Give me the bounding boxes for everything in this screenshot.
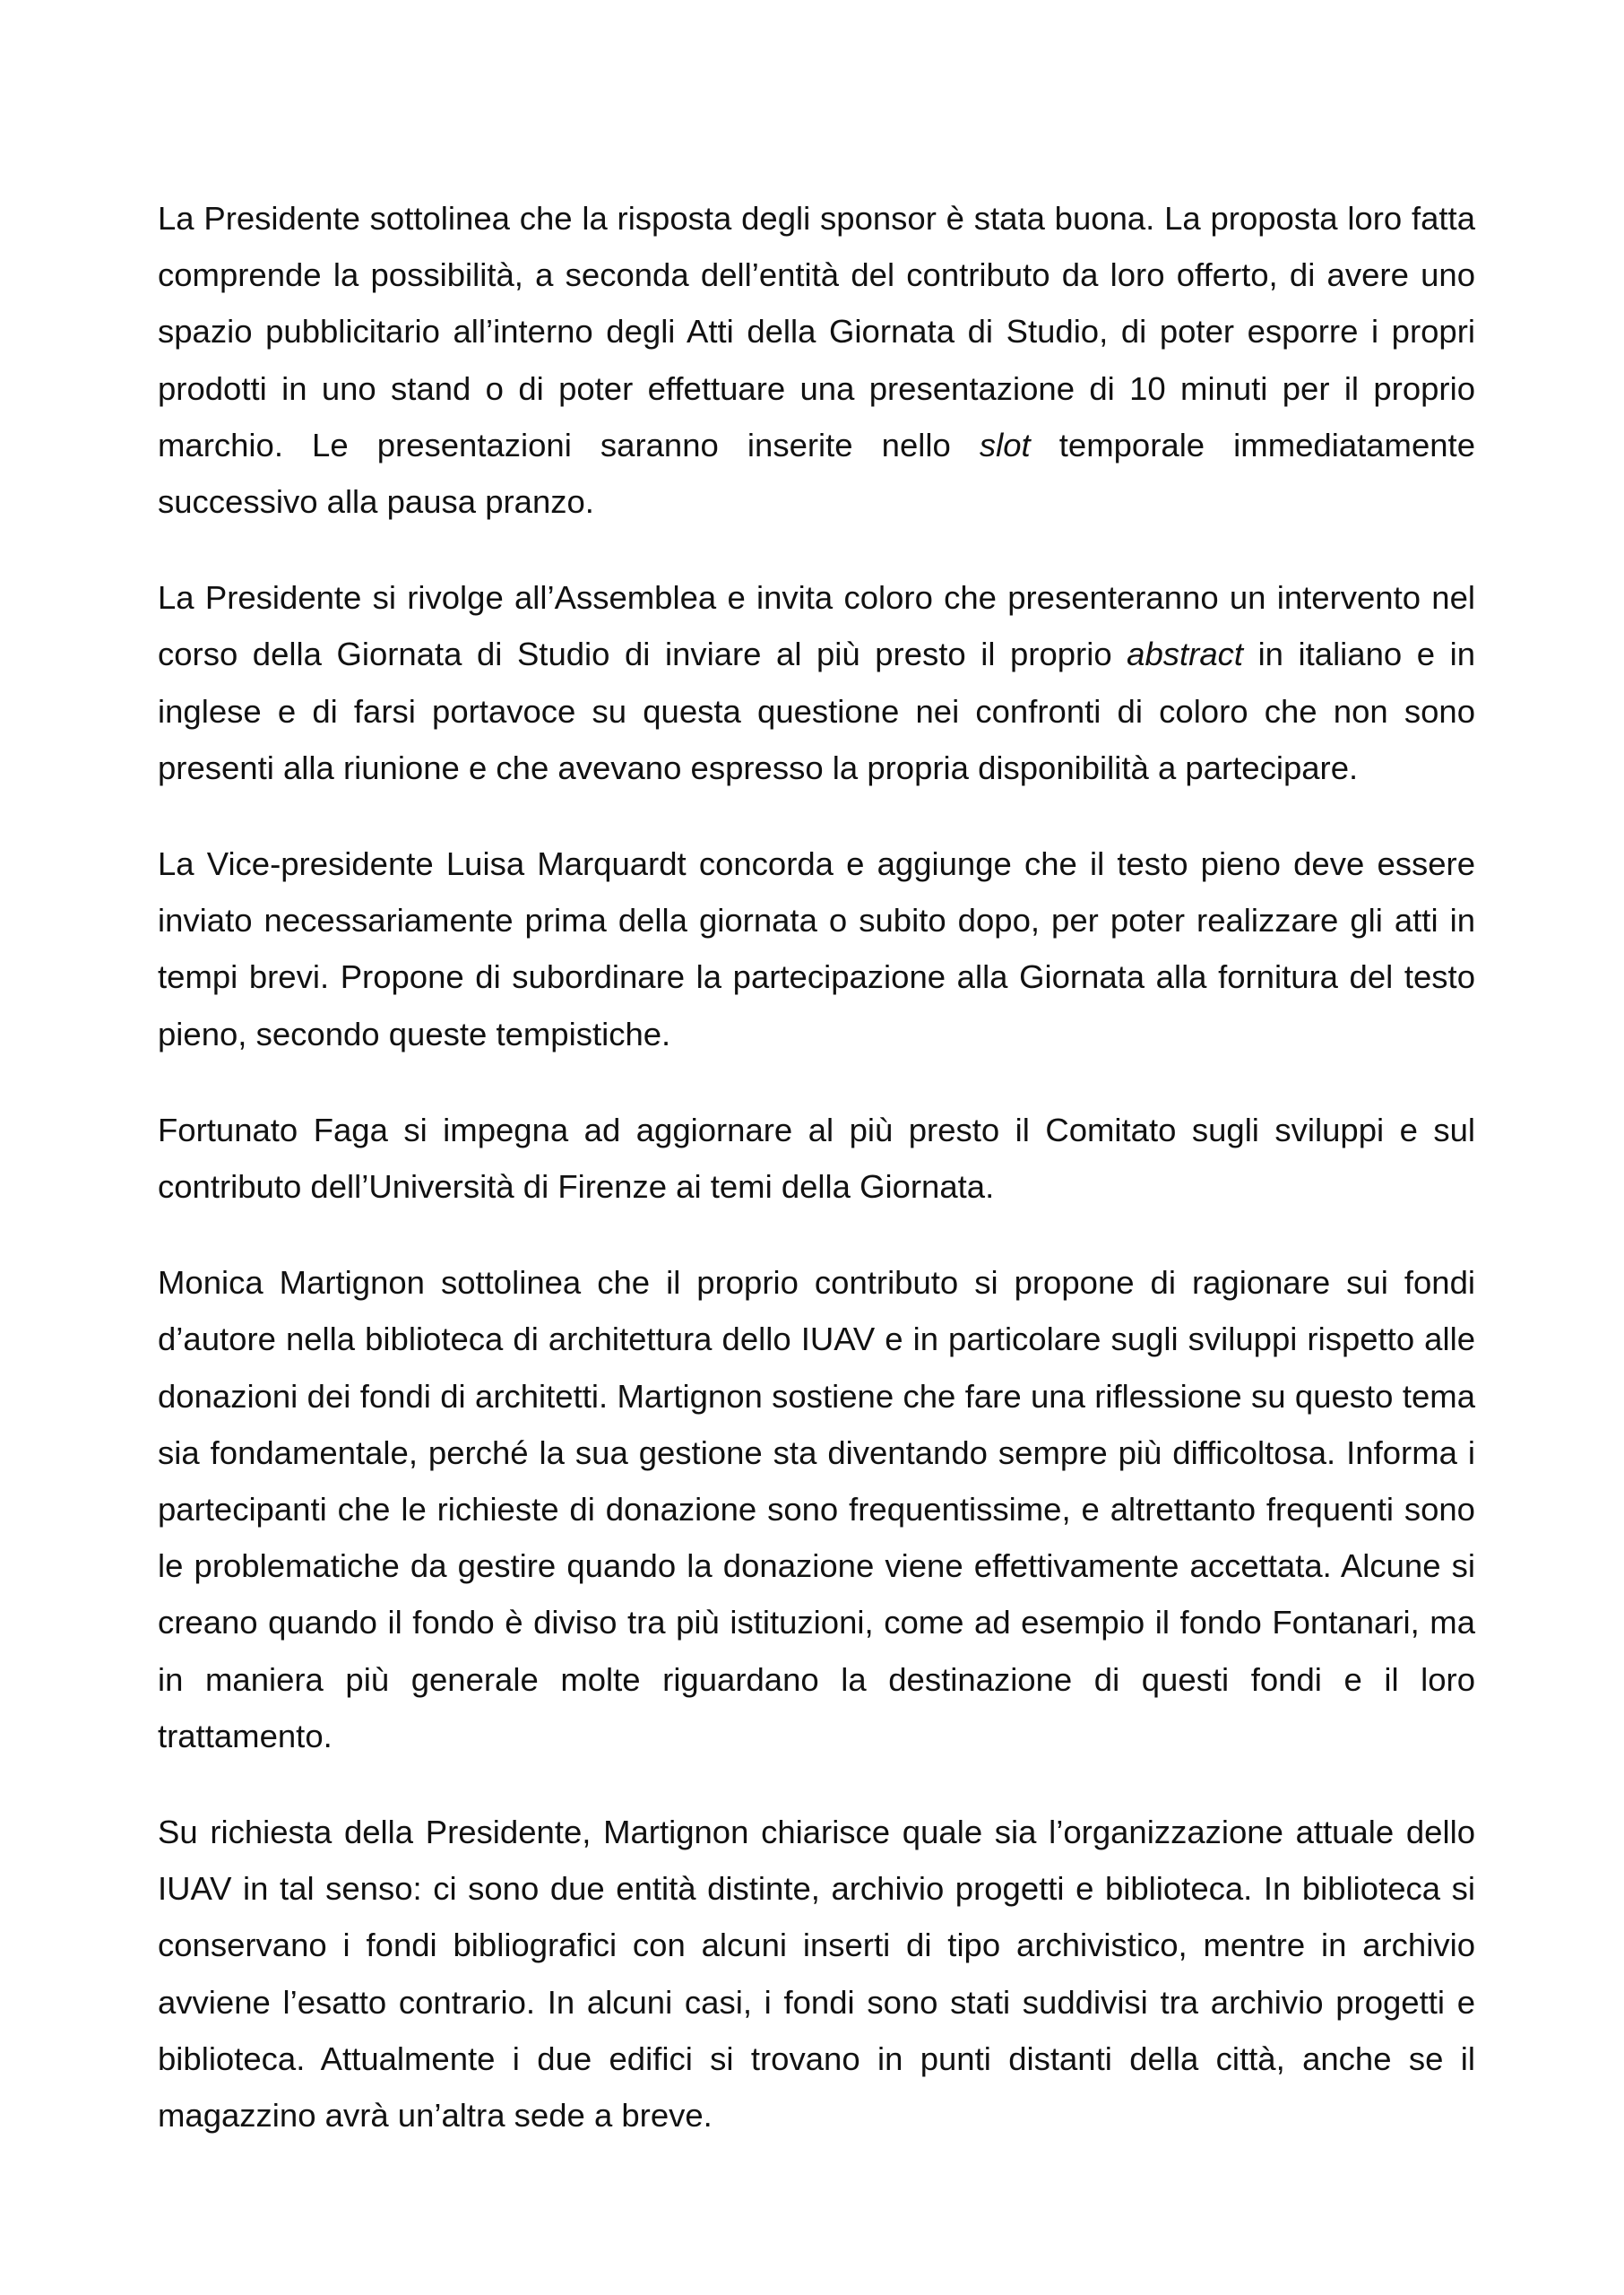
paragraph-text: in italiano e in inglese e di farsi portavoce su questa questione nei confronti di coloro che non sono presenti alla riunione e che avevano espresso la propria disponibilità a partecipare. xyxy=(158,636,1475,786)
paragraph-iuav-organization xyxy=(158,1804,1475,2143)
paragraph-text: La Presidente si rivolge all’Assemblea e invita coloro che presenteranno un intervento nel corso della Giornata di Studio di inviare al più presto il proprio xyxy=(158,579,1475,673)
paragraph-text: Su richiesta della Presidente, Martignon chiarisce quale sia l’organizzazione attuale dello IUAV in tal senso: ci sono due entità distinte, archivio progetti e biblioteca. In biblioteca si conservano i fondi bibliografici con alcuni inserti di tipo archivistico, mentre in archivio avviene l’esatto contrario. In alcuni casi, i fondi sono stati suddivisi tra archivio progetti e biblioteca. Attualmente i due edifici si trovano in punti distanti della città, anche se il magazzino avrà un’altra sede a breve. xyxy=(158,1814,1475,2135)
paragraph-text: Monica Martignon sottolinea che il proprio contributo si propone di ragionare sui fondi d’autore nella biblioteca di architettura dello IUAV e in particolare sugli sviluppi rispetto alle donazioni dei fondi di architetti. Martignon sostiene che fare una riflessione su questo tema sia fondamentale, perché la sua gestione sta diventando sempre più difficoltosa. Informa i partecipanti che le richieste di donazione sono frequentissime, e altrettanto frequenti sono le problematiche da gestire quando la donazione viene effettivamente accettata. Alcune si creano quando il fondo è diviso tra più istituzioni, come ad esempio il fondo Fontanari, ma in maniera più generale molte riguardano la destinazione di questi fondi e il loro trattamento. xyxy=(158,1264,1475,1754)
paragraph-faga xyxy=(158,1102,1475,1215)
paragraph-text: La Vice-presidente Luisa Marquardt concorda e aggiunge che il testo pieno deve essere inviato necessariamente prima della giornata o subito dopo, per poter realizzare gli atti in tempi brevi. Propone di subordinare la partecipazione alla Giornata alla fornitura del testo pieno, secondo queste tempistiche. xyxy=(158,845,1475,1052)
paragraph-text: Fortunato Faga si impegna ad aggiornare al più presto il Comitato sugli sviluppi e sul contributo dell’Università di Firenze ai temi della Giornata. xyxy=(158,1111,1475,1206)
italic-term-abstract: abstract xyxy=(1127,636,1244,673)
document-body xyxy=(158,190,1475,2183)
paragraph-abstract-request xyxy=(158,569,1475,796)
italic-term-slot: slot xyxy=(979,426,1031,463)
paragraph-text: La Presidente sottolinea che la risposta degli sponsor è stata buona. La proposta loro fatta comprende la possibilità, a seconda dell’entità del contributo da loro offerto, di avere uno spazio pubblicitario all’interno degli Atti della Giornata di Studio, di poter esporre i propri prodotti in uno stand o di poter effettuare una presentazione di 10 minuti per il proprio marchio. Le presentazioni saranno inserite nello xyxy=(158,200,1475,463)
paragraph-martignon xyxy=(158,1254,1475,1764)
paragraph-vice-president xyxy=(158,836,1475,1062)
paragraph-text: temporale immediatamente successivo alla pausa pranzo. xyxy=(158,426,1475,521)
paragraph-sponsor xyxy=(158,190,1475,530)
